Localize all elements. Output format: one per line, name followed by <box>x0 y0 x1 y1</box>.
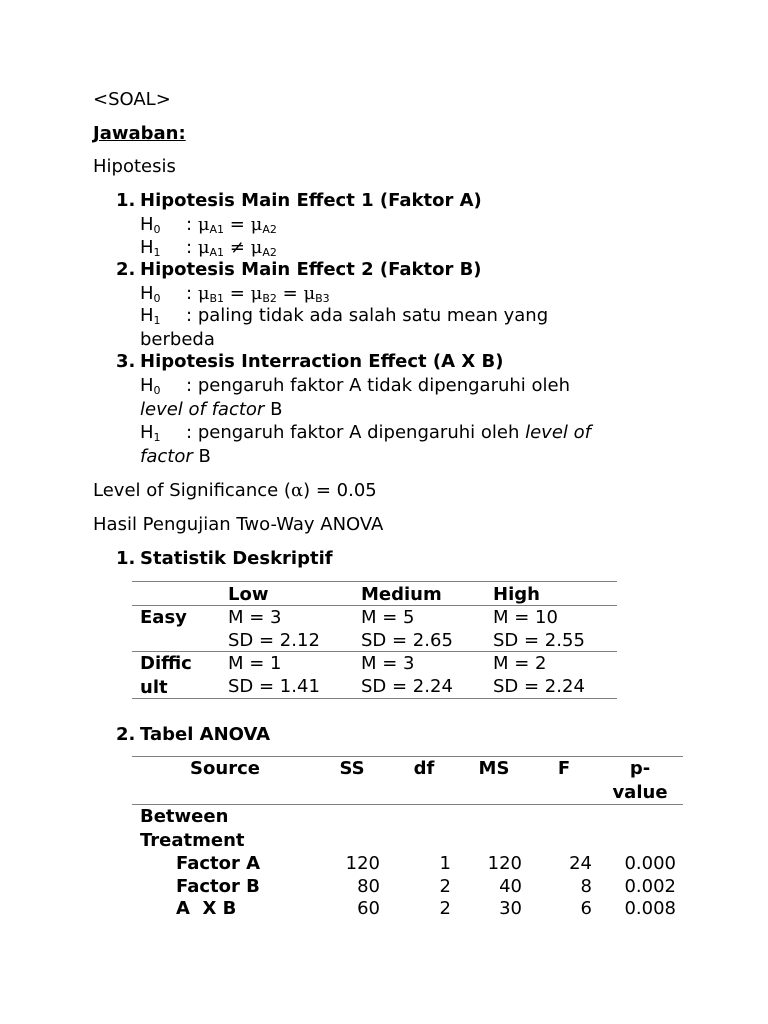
anova-cell-df: 2 <box>439 898 451 919</box>
answer-heading: Jawaban: <box>93 123 186 144</box>
anova-group-label: Treatment <box>140 830 245 851</box>
desc-row-label: Diffic <box>140 653 192 674</box>
hyp2-title: Hipotesis Main Effect 2 (Faktor B) <box>140 259 482 280</box>
hyp3-number: 3. <box>116 351 136 372</box>
hyp1-h0: $H_0$ <box>140 214 161 236</box>
desc-col-medium: Medium <box>361 584 442 605</box>
desc-cell: M = 2 <box>493 653 547 674</box>
hyp1-number: 1. <box>116 190 136 211</box>
desc-cell: SD = 2.12 <box>228 630 320 651</box>
hyp2-h0: $H_0$ <box>140 283 161 305</box>
anova-number: 2. <box>116 724 136 745</box>
hyp3-h0-text: : pengaruh faktor A tidak dipengaruhi oleh <box>186 375 571 396</box>
table-rule <box>132 581 617 582</box>
anova-cell-ss: 80 <box>357 876 380 897</box>
hyp1-title: Hipotesis Main Effect 1 (Faktor A) <box>140 190 482 211</box>
anova-group-label: Between <box>140 806 229 827</box>
desc-cell: M = 10 <box>493 607 558 628</box>
anova-cell-p: 0.008 <box>624 898 676 919</box>
table-rule <box>132 698 617 699</box>
hyp2-number: 2. <box>116 259 136 280</box>
anova-col-f: F <box>557 758 571 779</box>
hasil-heading: Hasil Pengujian Two-Way ANOVA <box>93 514 384 535</box>
desc-row-label: ult <box>140 677 168 698</box>
anova-col-p: p- <box>629 758 651 779</box>
desc-cell: M = 1 <box>228 653 282 674</box>
anova-row-source: A X B <box>176 898 237 919</box>
desc-cell: SD = 2.55 <box>493 630 585 651</box>
desc-cell: SD = 2.24 <box>493 676 585 697</box>
hyp3-h1-text: : pengaruh faktor A dipengaruhi oleh level of <box>186 422 591 443</box>
anova-row-source: Factor B <box>176 876 260 897</box>
desc-cell: SD = 1.41 <box>228 676 320 697</box>
hyp2-h0-expr: : $\mu_{B1} = \mu_{B2} = \mu_{B3}$ <box>186 283 330 305</box>
anova-cell-ss: 120 <box>345 853 380 874</box>
hyp3-h1-text-cont: factor B <box>140 446 211 467</box>
desc-row-label: Easy <box>140 607 187 628</box>
hyp2-h1-text: : paling tidak ada salah satu mean yang <box>186 305 549 326</box>
desc-cell: M = 3 <box>228 607 282 628</box>
significance-level: Level of Significance (α) = 0.05 <box>93 480 377 501</box>
hipotesis-heading: Hipotesis <box>93 156 176 177</box>
hyp3-h0: $H_0$ <box>140 375 161 397</box>
hyp2-h1: $H_1$ <box>140 305 161 327</box>
anova-col-ss: SS <box>339 758 365 779</box>
anova-col-source: Source <box>190 758 260 779</box>
anova-cell-ms: 30 <box>499 898 522 919</box>
anova-cell-f: 8 <box>580 876 592 897</box>
anova-col-df: df <box>413 758 435 779</box>
hyp1-h0-expr: : $\mu_{A1} = \mu_{A2}$ <box>186 214 277 236</box>
deskriptif-number: 1. <box>116 548 136 569</box>
hyp1-h1: $H_1$ <box>140 237 161 259</box>
desc-cell: M = 5 <box>361 607 415 628</box>
anova-cell-ms: 120 <box>487 853 522 874</box>
anova-cell-df: 2 <box>439 876 451 897</box>
desc-cell: M = 3 <box>361 653 415 674</box>
soal-tag: <SOAL> <box>93 89 171 110</box>
anova-cell-ms: 40 <box>499 876 522 897</box>
anova-cell-f: 6 <box>580 898 592 919</box>
anova-col-p-cont: value <box>612 782 668 803</box>
h-symbol: H <box>140 214 154 235</box>
desc-col-low: Low <box>228 584 269 605</box>
desc-col-high: High <box>493 584 540 605</box>
anova-title: Tabel ANOVA <box>140 724 271 745</box>
desc-cell: SD = 2.65 <box>361 630 453 651</box>
anova-row-source: Factor A <box>176 853 261 874</box>
hyp3-h0-text-cont: level of factor B <box>140 399 283 420</box>
hyp1-h1-expr: : $\mu_{A1} \ne \mu_{A2}$ <box>186 237 277 259</box>
desc-cell: SD = 2.24 <box>361 676 453 697</box>
anova-cell-f: 24 <box>569 853 592 874</box>
anova-col-ms: MS <box>478 758 510 779</box>
hyp3-title: Hipotesis Interraction Effect (A X B) <box>140 351 504 372</box>
hyp3-h1: $H_1$ <box>140 422 161 444</box>
anova-cell-p: 0.002 <box>624 876 676 897</box>
anova-cell-df: 1 <box>439 853 451 874</box>
hyp2-h1-text-cont: berbeda <box>140 329 215 350</box>
anova-cell-ss: 60 <box>357 898 380 919</box>
anova-cell-p: 0.000 <box>624 853 676 874</box>
deskriptif-title: Statistik Deskriptif <box>140 548 333 569</box>
